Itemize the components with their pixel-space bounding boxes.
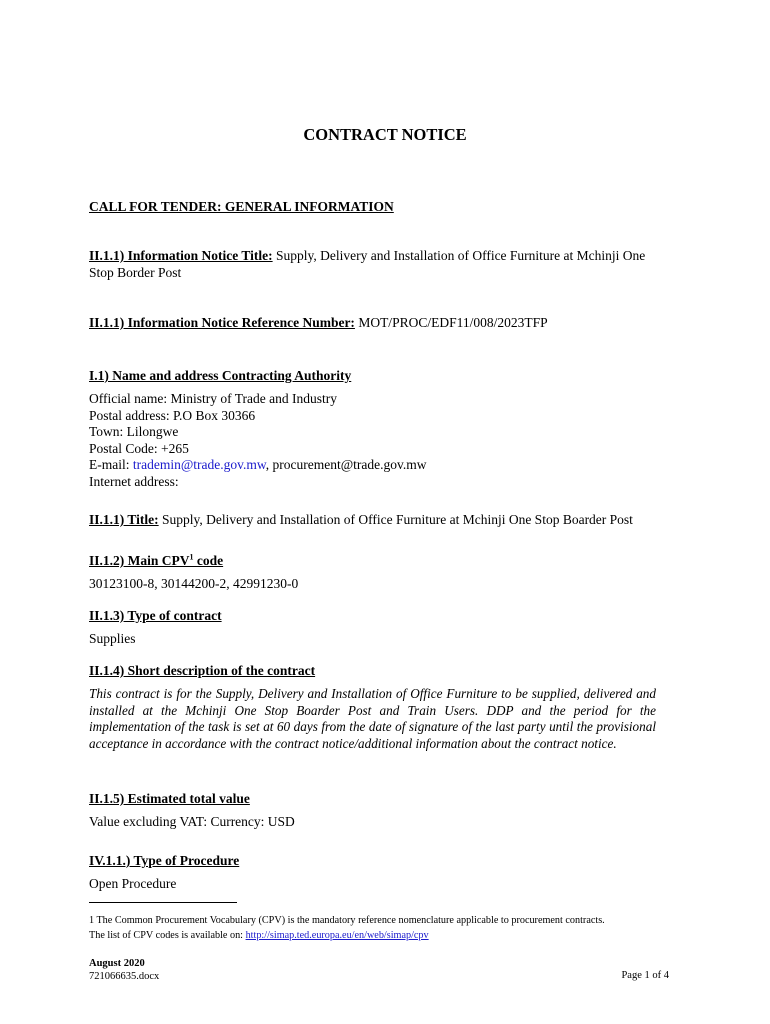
footnote — [89, 913, 689, 943]
footer-filename: 721066635.docx — [89, 971, 160, 982]
procedure-heading: IV.1.1.) Type of Procedure — [89, 853, 240, 868]
cpv-heading — [89, 553, 665, 569]
cpv-heading-suffix: code — [193, 553, 224, 568]
notice-title-value: Supply, Delivery and Installation of Office Furniture at Mchinji One Stop Border Post — [89, 248, 646, 280]
footnote-number: 1 — [89, 915, 95, 926]
notice-title-label: II.1.1) Information Notice Title: — [89, 248, 273, 263]
footer-date: August 2020 — [89, 958, 145, 969]
section-heading: CALL FOR TENDER: GENERAL INFORMATION — [89, 199, 394, 214]
reference-number-label: II.1.1) Information Notice Reference Number: — [89, 315, 355, 330]
estimated-value-text: Value excluding VAT: Currency: USD — [89, 814, 295, 829]
email-link-trademin[interactable]: trademin@trade.gov.mw — [132, 457, 266, 472]
reference-number-value: MOT/PROC/EDF11/008/2023TFP — [354, 315, 548, 330]
cpv-footnote-ref: 1 — [189, 552, 194, 562]
authority-heading: I.1) Name and address Contracting Authority — [89, 368, 352, 383]
footer-left — [89, 957, 159, 983]
cpv-link[interactable]: http://simap.ted.europa.eu/en/web/simap/cpv — [245, 930, 429, 941]
internet-address: Internet address: — [89, 473, 179, 489]
description-text: This contract is for the Supply, Delivery and Installation of Office Furniture to be supplied, delivered and installed at the Mchinji One Stop Boarder Post and Train Users. DDP and the period for the implementation of the task is set at 60 days from the date of signature of the last party until the provisional acceptance in accordance with the contract notice/additional information about the contract notice. — [89, 686, 656, 751]
footnote-line-2 — [89, 928, 689, 943]
official-name: Official name: Ministry of Trade and Industry — [89, 391, 337, 406]
notice-title-block — [89, 248, 669, 281]
document-title: CONTRACT NOTICE — [303, 125, 467, 144]
estimated-value-heading: II.1.5) Estimated total value — [89, 791, 250, 806]
footnote-line-1 — [89, 913, 689, 928]
postal-code: Postal Code: +265 — [89, 440, 189, 456]
footnote-text-1: The Common Procurement Vocabulary (CPV) is the mandatory reference nomenclature applicable to procurement contracts. — [94, 915, 605, 926]
contract-title-block — [89, 512, 709, 529]
email-label: E-mail: — [89, 457, 133, 472]
authority-details — [89, 391, 665, 490]
procedure-value: Open Procedure — [89, 876, 177, 891]
footnote-text-2: The list of CPV codes is available on: — [89, 930, 246, 941]
cpv-codes: 30123100-8, 30144200-2, 42991230-0 — [89, 576, 299, 591]
page-number: Page 1 of 4 — [621, 970, 669, 981]
contract-type-heading: II.1.3) Type of contract — [89, 608, 222, 623]
contract-title-label: II.1.1) Title: — [89, 512, 159, 527]
contract-title-value: Supply, Delivery and Installation of Office Furniture at Mchinji One Stop Boarder Post — [158, 512, 633, 527]
cpv-heading-text: II.1.2) Main CPV — [89, 553, 190, 568]
email-line — [89, 457, 665, 474]
town: Town: Lilongwe — [89, 424, 179, 439]
reference-number-block — [89, 315, 665, 332]
description-heading: II.1.4) Short description of the contract — [89, 663, 316, 678]
email-procurement: procurement@trade.gov.mw — [272, 457, 427, 472]
contract-type-value: Supplies — [89, 631, 136, 646]
email-separator: , — [265, 457, 273, 472]
footnote-separator — [89, 902, 237, 903]
postal-address: Postal address: P.O Box 30366 — [89, 407, 256, 423]
